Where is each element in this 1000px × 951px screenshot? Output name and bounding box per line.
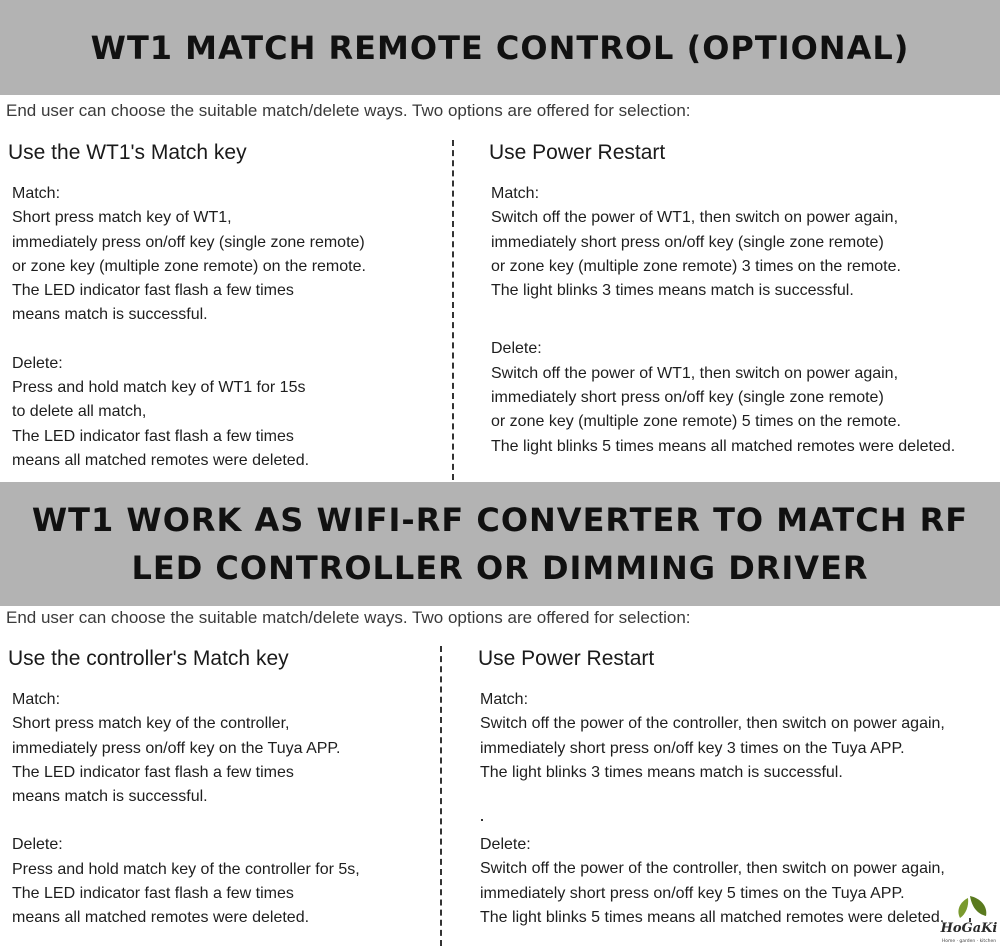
section2-column-divider bbox=[440, 646, 442, 946]
section1-left-heading: Use the WT1's Match key bbox=[8, 141, 247, 164]
text-line: means all matched remotes were deleted. bbox=[12, 451, 310, 469]
text-line: means match is successful. bbox=[12, 306, 208, 324]
text-line: The light blinks 3 times means match is successful. bbox=[491, 282, 854, 300]
section2-right-column bbox=[478, 646, 945, 930]
text-line: immediately short press on/off key 5 times on the Tuya APP. bbox=[480, 884, 905, 902]
section1-intro: End user can choose the suitable match/delete ways. Two options are offered for selection: bbox=[6, 101, 691, 120]
section1-title: WT1 MATCH REMOTE CONTROL (OPTIONAL) bbox=[90, 28, 910, 67]
text-line: means match is successful. bbox=[12, 788, 208, 806]
section1-title-banner bbox=[0, 0, 1000, 95]
delete-label: Delete: bbox=[12, 836, 63, 854]
text-line: to delete all match, bbox=[12, 403, 147, 421]
text-line: means all matched remotes were deleted. bbox=[12, 909, 310, 927]
text-line: Short press match key of the controller, bbox=[12, 715, 290, 733]
logo-text: HoGaKi bbox=[940, 921, 998, 936]
section1-left-column bbox=[8, 140, 366, 473]
match-label: Match: bbox=[12, 691, 61, 708]
text-line: immediately press on/off key (single zone remote) bbox=[12, 233, 365, 251]
text-line: immediately short press on/off key 3 times on the Tuya APP. bbox=[480, 739, 905, 757]
text-line: Switch off the power of WT1, then switch on power again, bbox=[491, 364, 899, 382]
text-line: Switch off the power of the controller, then switch on power again, bbox=[480, 860, 945, 878]
text-line: The LED indicator fast flash a few times bbox=[12, 282, 294, 300]
stray-dot bbox=[481, 819, 483, 821]
text-line: Press and hold match key of WT1 for 15s bbox=[12, 379, 306, 397]
text-line: Switch off the power of the controller, then switch on power again, bbox=[480, 715, 945, 733]
delete-label: Delete: bbox=[480, 836, 531, 854]
section2-title-banner bbox=[0, 482, 1000, 606]
section2-title-line1: WT1 WORK AS WIFI-RF CONVERTER TO MATCH RF bbox=[31, 501, 969, 539]
text-line: The light blinks 5 times means all matched remotes were deleted. bbox=[491, 437, 956, 455]
hogaki-logo bbox=[940, 892, 998, 946]
text-line: immediately short press on/off key (single zone remote) bbox=[491, 389, 884, 407]
section2-title-line2: LED CONTROLLER OR DIMMING DRIVER bbox=[131, 549, 869, 587]
text-line: Switch off the power of WT1, then switch on power again, bbox=[491, 209, 899, 227]
delete-label: Delete: bbox=[491, 340, 542, 358]
delete-label: Delete: bbox=[12, 354, 63, 372]
text-line: immediately short press on/off key (single zone remote) bbox=[491, 233, 884, 251]
text-line: or zone key (multiple zone remote) 3 times on the remote. bbox=[491, 257, 901, 275]
section1-right-heading: Use Power Restart bbox=[489, 141, 666, 164]
text-line: immediately press on/off key on the Tuya APP. bbox=[12, 739, 341, 757]
text-line: Press and hold match key of the controller for 5s, bbox=[12, 860, 360, 878]
text-line: Short press match key of WT1, bbox=[12, 209, 232, 227]
text-line: The light blinks 3 times means match is successful. bbox=[480, 763, 843, 781]
logo-tagline: Home · garden · kitchen bbox=[941, 939, 997, 944]
section1-right-column bbox=[489, 140, 955, 459]
section1-column-divider bbox=[452, 140, 454, 480]
text-line: The LED indicator fast flash a few times bbox=[12, 427, 294, 445]
text-line: The LED indicator fast flash a few times bbox=[12, 763, 294, 781]
text-line: The light blinks 5 times means all matched remotes were deleted. bbox=[480, 909, 945, 927]
hogaki-leaf-icon bbox=[940, 892, 998, 946]
match-label: Match: bbox=[12, 185, 61, 202]
text-line: The LED indicator fast flash a few times bbox=[12, 885, 294, 903]
section2-left-column bbox=[8, 646, 360, 931]
match-label: Match: bbox=[491, 185, 540, 202]
section2-left-heading: Use the controller's Match key bbox=[8, 647, 289, 670]
section2-intro: End user can choose the suitable match/delete ways. Two options are offered for selection: bbox=[6, 608, 691, 627]
match-label: Match: bbox=[480, 691, 529, 708]
section2-right-heading: Use Power Restart bbox=[478, 647, 655, 670]
text-line: or zone key (multiple zone remote) on the remote. bbox=[12, 257, 366, 275]
text-line: or zone key (multiple zone remote) 5 times on the remote. bbox=[491, 413, 901, 431]
